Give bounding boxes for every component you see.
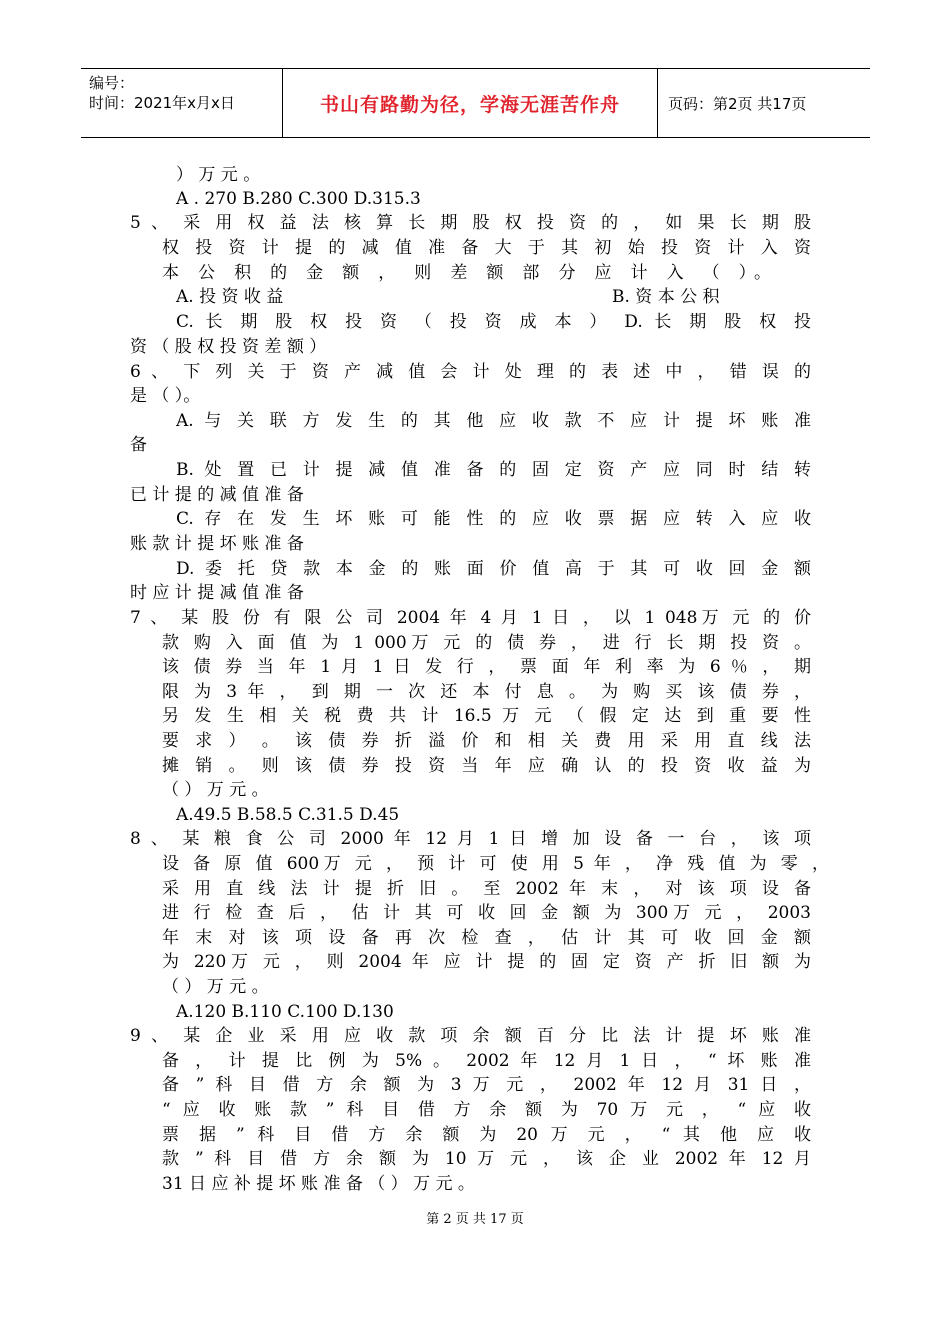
text-line: 限 为 3 年 ， 到 期 一 次 还 本 付 息 。 为 购 买 该 债 券 ，: [162, 682, 811, 702]
text-line: 5 、 采 用 权 益 法 核 算 长 期 股 权 投 资 的 ， 如 果 长 期 股: [130, 213, 811, 233]
text-line: 备 ， 计 提 比 例 为 5% 。 2002 年 12 月 1 日 ， “ 坏 账 准: [162, 1051, 811, 1071]
text-line: A . 270 B.280 C.300 D.315.3: [176, 189, 421, 209]
text-line: A.120 B.110 C.100 D.130: [176, 1002, 394, 1022]
text-line: 时 应 计 提 减 值 准 备: [130, 583, 304, 603]
text-line: 年 末 对 该 项 设 备 再 次 检 查 ， 估 计 其 可 收 回 金 额: [162, 928, 811, 948]
text-line: B. 处 置 已 计 提 减 值 准 备 的 固 定 资 产 应 同 时 结 转: [176, 460, 811, 480]
text-line: 设 备 原 值 600万 元 ， 预 计 可 使 用 5 年 ， 净 残 值 为 零 ，: [162, 854, 829, 874]
text-line: 本 公 积 的 金 额 ， 则 差 额 部 分 应 计 入 （ ）。: [162, 263, 771, 283]
text-line: 采 用 直 线 法 计 提 折 旧 。 至 2002 年 末 ， 对 该 项 设 备: [162, 879, 811, 899]
doc-date: 时间：2021年x月x日: [89, 94, 235, 112]
header-meta: [81, 69, 283, 137]
text-line: 是 （ ）。: [130, 386, 201, 406]
text-line: 6 、 下 列 关 于 资 产 减 值 会 计 处 理 的 表 述 中 ， 错 误 的: [130, 362, 811, 382]
text-line: “ 应 收 账 款 ” 科 目 借 方 余 额 为 70 万 元 ， “ 应 收: [162, 1100, 811, 1120]
text-line: 权 投 资 计 提 的 减 值 准 备 大 于 其 初 始 投 资 计 入 资: [162, 238, 811, 258]
text-line: A. 与 关 联 方 发 生 的 其 他 应 收 款 不 应 计 提 坏 账 准: [176, 411, 811, 431]
text-line: B. 资 本 公 积: [612, 287, 720, 307]
text-line: A. 投 资 收 益: [176, 287, 284, 307]
text-line: 已 计 提 的 减 值 准 备: [130, 485, 304, 505]
text-line: 31 日 应 补 提 坏 账 准 备 （ ） 万 元 。: [162, 1174, 475, 1194]
text-line: 为 220万 元 ， 则 2004 年 应 计 提 的 固 定 资 产 折 旧 额 为: [162, 952, 811, 972]
text-line: D. 委 托 贷 款 本 金 的 账 面 价 值 高 于 其 可 收 回 金 额: [176, 559, 811, 579]
text-line: 进 行 检 查 后 ， 估 计 其 可 收 回 金 额 为 300万 元 ， 2003: [162, 903, 811, 923]
text-line: 款 购 入 面 值 为 1 000万 元 的 债 券 ， 进 行 长 期 投 资 。: [162, 633, 811, 653]
page-footer: 第 2 页 共 17 页: [426, 1212, 524, 1227]
text-line: 另 发 生 相 关 税 费 共 计 16.5 万 元 （ 假 定 达 到 重 要 性: [162, 706, 811, 726]
text-line: 备 ” 科 目 借 方 余 额 为 3 万 元 ， 2002 年 12 月 31 日 ，: [162, 1075, 811, 1095]
text-line: C. 存 在 发 生 坏 账 可 能 性 的 应 收 票 据 应 转 入 应 收: [176, 509, 811, 529]
text-line: 8 、 某 粮 食 公 司 2000 年 12 月 1 日 增 加 设 备 一 台 ， 该 项: [130, 829, 811, 849]
text-line: 摊 销 。 则 该 债 券 投 资 当 年 应 确 认 的 投 资 收 益 为: [162, 756, 811, 776]
text-line: （ ） 万 元 。: [162, 780, 269, 800]
doc-code-label: 编号：: [89, 74, 135, 92]
text-line: C. 长 期 股 权 投 资 （ 投 资 成 本 ） D. 长 期 股 权 投: [176, 312, 811, 332]
text-line: 要 求 ） 。 该 债 券 折 溢 价 和 相 关 费 用 采 用 直 线 法: [162, 731, 811, 751]
text-line: 票 据 ” 科 目 借 方 余 额 为 20 万 元 ， “ 其 他 应 收: [162, 1125, 811, 1145]
text-line: （ ） 万 元 。: [162, 977, 269, 997]
text-line: ） 万 元 。: [176, 165, 261, 185]
text-line: 备: [130, 435, 147, 455]
header-motto: 书山有路勤为径，学海无涯苦作舟: [283, 69, 658, 137]
text-line: 9 、 某 企 业 采 用 应 收 款 项 余 额 百 分 比 法 计 提 坏 账 准: [130, 1026, 811, 1046]
text-line: 该 债 券 当 年 1 月 1 日 发 行 ， 票 面 年 利 率 为 6 ％ ， 期: [162, 657, 811, 677]
header-page-info: 页码：第2页 共17页: [668, 94, 807, 113]
text-line: 款 ” 科 目 借 方 余 额 为 10 万 元 ， 该 企 业 2002 年 12 月: [162, 1149, 811, 1169]
page-header: [81, 68, 870, 138]
text-line: 资 （ 股 权 投 资 差 额 ）: [130, 337, 327, 357]
text-line: 7 、 某 股 份 有 限 公 司 2004 年 4 月 1 日 ， 以 1 048万 元 的 价: [130, 608, 811, 628]
text-line: 账 款 计 提 坏 账 准 备: [130, 534, 304, 554]
text-line: A.49.5 B.58.5 C.31.5 D.45: [176, 805, 400, 825]
